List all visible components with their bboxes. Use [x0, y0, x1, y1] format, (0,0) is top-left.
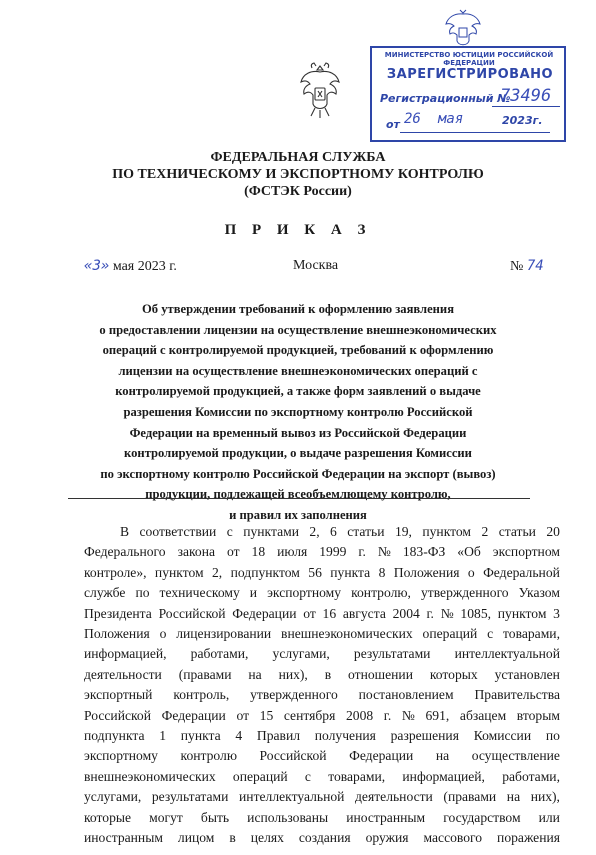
body-word: деятельности	[355, 789, 433, 805]
body-word: поражения	[497, 830, 560, 846]
body-line	[84, 685, 560, 705]
body-word: экспортном	[492, 544, 560, 560]
body-word: в	[229, 830, 236, 846]
stamp-reg-number-value: 73496	[500, 86, 552, 106]
body-word: техническому	[159, 585, 240, 601]
body-word: 6	[330, 524, 337, 539]
body-word: с	[304, 768, 311, 784]
body-word: товарами,	[328, 768, 386, 784]
document-type-heading: П Р И К А З	[224, 222, 372, 238]
body-word: 20	[546, 524, 560, 539]
order-number-value: 74	[526, 258, 544, 274]
body-line	[84, 746, 560, 766]
body-word: иностранным	[346, 809, 426, 825]
body-word: Президента	[84, 605, 152, 621]
body-word: 3	[553, 605, 560, 621]
body-word: Федерации	[349, 748, 414, 764]
body-word: оружия	[365, 830, 409, 846]
body-word: (правами	[443, 789, 497, 805]
order-city: Москва	[293, 258, 339, 273]
body-word: 56	[308, 564, 322, 580]
agency-name-line1: ФЕДЕРАЛЬНАЯ СЛУЖБА	[210, 150, 386, 165]
body-word: с	[487, 626, 494, 642]
body-word: результатами	[151, 789, 229, 805]
body-word: на	[435, 748, 450, 764]
body-word: лицензировании	[176, 626, 272, 642]
body-word: с	[226, 524, 233, 539]
stamp-registered-text: ЗАРЕГИСТРИРОВАНО	[386, 67, 554, 82]
body-word: на	[506, 789, 521, 805]
stamp-date-day: 26	[404, 111, 421, 127]
title-line: и правил их заполнения	[229, 507, 367, 522]
body-word: июля	[277, 544, 308, 560]
agency-abbreviation: (ФСТЭК России)	[244, 184, 352, 199]
body-word: получения	[314, 728, 376, 744]
body-word: 18	[251, 544, 266, 560]
body-word: иностранным	[84, 830, 163, 846]
body-line	[84, 726, 560, 746]
body-word: 15	[259, 707, 274, 723]
stamp-date-year: 2023г.	[502, 114, 543, 127]
body-word: от	[236, 707, 250, 723]
body-word: 1	[159, 728, 167, 744]
body-word: Положения	[84, 626, 150, 642]
body-word: закона	[177, 544, 216, 560]
body-word: сентября	[283, 707, 336, 723]
body-word: контроль,	[173, 687, 230, 703]
body-word: пункта	[180, 728, 221, 744]
title-line: разрешения Комиссии по экспортному контролю Российской	[123, 404, 473, 419]
body-word: пункта	[330, 564, 371, 580]
body-word: 16	[322, 605, 337, 621]
body-word: соответствии	[139, 524, 217, 539]
body-line	[84, 604, 560, 624]
body-word: постановлением	[358, 687, 454, 703]
body-word: которых	[429, 666, 478, 682]
body-word: контролю,	[351, 585, 411, 601]
body-word: услугами,	[84, 789, 142, 805]
stamp-reg-number-label: Регистрационный №	[380, 92, 511, 105]
body-word: Правительства	[474, 687, 560, 703]
body-word: 2	[481, 524, 489, 539]
body-word: внешнеэкономических	[84, 768, 216, 784]
body-word: интеллектуальной	[239, 789, 345, 805]
body-word: В	[120, 524, 130, 539]
body-word: от	[227, 544, 240, 560]
body-word: или	[538, 809, 560, 825]
stamp-number-underline	[492, 106, 560, 107]
body-word: подпунктом	[230, 564, 300, 580]
body-line	[84, 644, 560, 664]
body-word: операций	[422, 626, 478, 642]
body-word: государством	[443, 809, 521, 825]
order-title	[60, 299, 536, 526]
body-word: 2,	[309, 524, 320, 539]
body-word: утвержденного	[250, 687, 338, 703]
body-word: 2004	[392, 605, 420, 621]
body-word: пунктом	[497, 605, 547, 621]
body-line	[120, 522, 560, 542]
title-line: о предоставлении лицензии на осуществление внешнеэкономических	[99, 322, 497, 337]
body-word: утвержденного	[420, 585, 509, 601]
body-word: внешнеэкономических	[281, 626, 413, 642]
body-word: 1999	[319, 544, 347, 560]
body-line	[84, 583, 560, 603]
title-divider	[68, 498, 530, 499]
body-word: №	[401, 707, 415, 723]
body-word: пунктами	[243, 524, 299, 539]
body-word: 2,	[212, 564, 223, 580]
body-word: пунктом	[422, 524, 472, 539]
stamp-date-month: мая	[438, 111, 464, 127]
body-word: по	[545, 728, 560, 744]
body-word: г.	[426, 605, 434, 621]
body-word: г.	[383, 707, 392, 723]
body-word: отношении	[348, 666, 413, 682]
body-word: услугами,	[272, 646, 330, 662]
body-word: пунктом	[154, 564, 204, 580]
body-word: Российской	[84, 707, 151, 723]
title-line: продукции, подлежащей всеобъемлющему контролю,	[145, 487, 451, 502]
title-line: лицензии на осуществление внешнеэкономических операций с	[118, 363, 478, 378]
body-word: вторым	[516, 707, 560, 723]
order-day: 3	[92, 258, 101, 274]
body-word: №	[377, 544, 391, 560]
body-line	[84, 706, 560, 726]
body-word: августа	[342, 605, 386, 621]
body-word: товарами,	[503, 626, 560, 642]
body-word: информацией,	[84, 646, 167, 662]
body-word: могут	[149, 809, 183, 825]
order-number	[510, 258, 544, 275]
body-word: результатами	[353, 646, 431, 662]
title-line: операций с контролируемой продукцией, требований к оформлению	[102, 343, 494, 358]
body-word: осуществление	[471, 748, 560, 764]
title-line: Об утверждении требований к оформлению заявления	[141, 302, 455, 316]
order-number-label: №	[510, 259, 524, 274]
body-word: массового	[423, 830, 483, 846]
stamp-eagle-icon	[441, 6, 485, 50]
body-word: них),	[530, 789, 560, 805]
body-word: по	[135, 585, 150, 601]
body-word: подпункта	[84, 728, 145, 744]
body-line	[84, 542, 560, 562]
body-word: 19,	[394, 524, 412, 539]
body-word: №	[440, 605, 454, 621]
body-word: экспортный	[84, 687, 153, 703]
order-body-paragraph	[84, 522, 560, 849]
body-word: разрешения	[390, 728, 459, 744]
title-line: Федерации на временный вывоз из Российской Федерации	[129, 425, 467, 440]
stamp-date-prefix: от	[386, 118, 400, 131]
body-word: Указом	[518, 585, 560, 601]
body-word: 4	[235, 728, 243, 744]
body-word: работами,	[190, 646, 249, 662]
body-word: Федерации	[232, 605, 297, 621]
body-word: создания	[298, 830, 351, 846]
body-word: о	[467, 564, 475, 580]
body-word: статьи	[347, 524, 385, 539]
title-line: по экспортному контролю Российской Федерации на экспорт (вывоз)	[100, 466, 496, 481]
body-word: контроле»,	[84, 564, 147, 580]
quote-open: «	[84, 258, 93, 274]
stamp-ministry-text: МИНИСТЕРСТВО ЮСТИЦИИ РОССИЙСКОЙ ФЕДЕРАЦИИ	[384, 51, 554, 67]
body-word: целях	[250, 830, 284, 846]
body-word: от	[303, 605, 316, 621]
body-word: Правил	[256, 728, 301, 744]
body-word: использованы	[247, 809, 329, 825]
body-word: в	[324, 666, 332, 682]
body-word: абзацем	[459, 707, 507, 723]
registration-stamp	[370, 46, 566, 142]
agency-name-line2: ПО ТЕХНИЧЕСКОМУ И ЭКСПОРТНОМУ КОНТРОЛЮ	[112, 167, 484, 182]
body-word: которые	[84, 809, 132, 825]
body-line	[84, 624, 560, 644]
body-word: г.	[358, 544, 366, 560]
body-word: «Об	[457, 544, 481, 560]
coat-of-arms-emblem	[299, 60, 341, 124]
order-month-year: мая 2023 г.	[112, 259, 177, 274]
body-word: Российской	[158, 605, 226, 621]
body-word: информацией,	[402, 768, 485, 784]
body-word: быть	[200, 809, 230, 825]
body-word: статьи	[498, 524, 536, 539]
body-word: 8	[378, 564, 386, 580]
body-word: и	[249, 585, 258, 601]
body-word: интеллектуальной	[454, 646, 560, 662]
body-line	[84, 767, 560, 787]
title-line: контролируемой продукцией, а также форм заявлений о выдаче	[115, 384, 481, 399]
body-word: лицом	[177, 830, 215, 846]
body-word: установлен	[494, 666, 560, 682]
body-word: экспортному	[84, 748, 158, 764]
body-word: 1085,	[460, 605, 492, 621]
body-word: контролю	[180, 748, 237, 764]
body-word: Российской	[259, 748, 327, 764]
body-word: Федерации	[161, 707, 226, 723]
body-line	[84, 808, 560, 828]
body-word: экспортному	[267, 585, 342, 601]
body-word: Федерального	[84, 544, 166, 560]
body-word: 183-ФЗ	[402, 544, 446, 560]
body-line	[84, 787, 560, 807]
body-word: операций	[232, 768, 288, 784]
body-word: (правами	[178, 666, 232, 682]
title-line: контролируемой продукции, о выдаче разрешения Комиссии	[124, 446, 472, 461]
body-word: деятельности	[84, 666, 162, 682]
body-line	[84, 563, 560, 583]
body-word: на	[248, 666, 262, 682]
quote-close: »	[100, 258, 110, 274]
stamp-date-underline	[400, 132, 550, 133]
body-word: службе	[84, 585, 126, 601]
body-line	[84, 665, 560, 685]
body-line	[84, 828, 560, 848]
body-word: о	[159, 626, 167, 642]
body-word: Федеральной	[483, 564, 560, 580]
body-word: работами,	[502, 768, 560, 784]
order-date	[84, 258, 177, 275]
body-word: 691,	[425, 707, 450, 723]
body-word: них),	[278, 666, 308, 682]
body-word: Положения	[393, 564, 460, 580]
body-word: 2008	[345, 707, 374, 723]
body-word: Комиссии	[473, 728, 532, 744]
